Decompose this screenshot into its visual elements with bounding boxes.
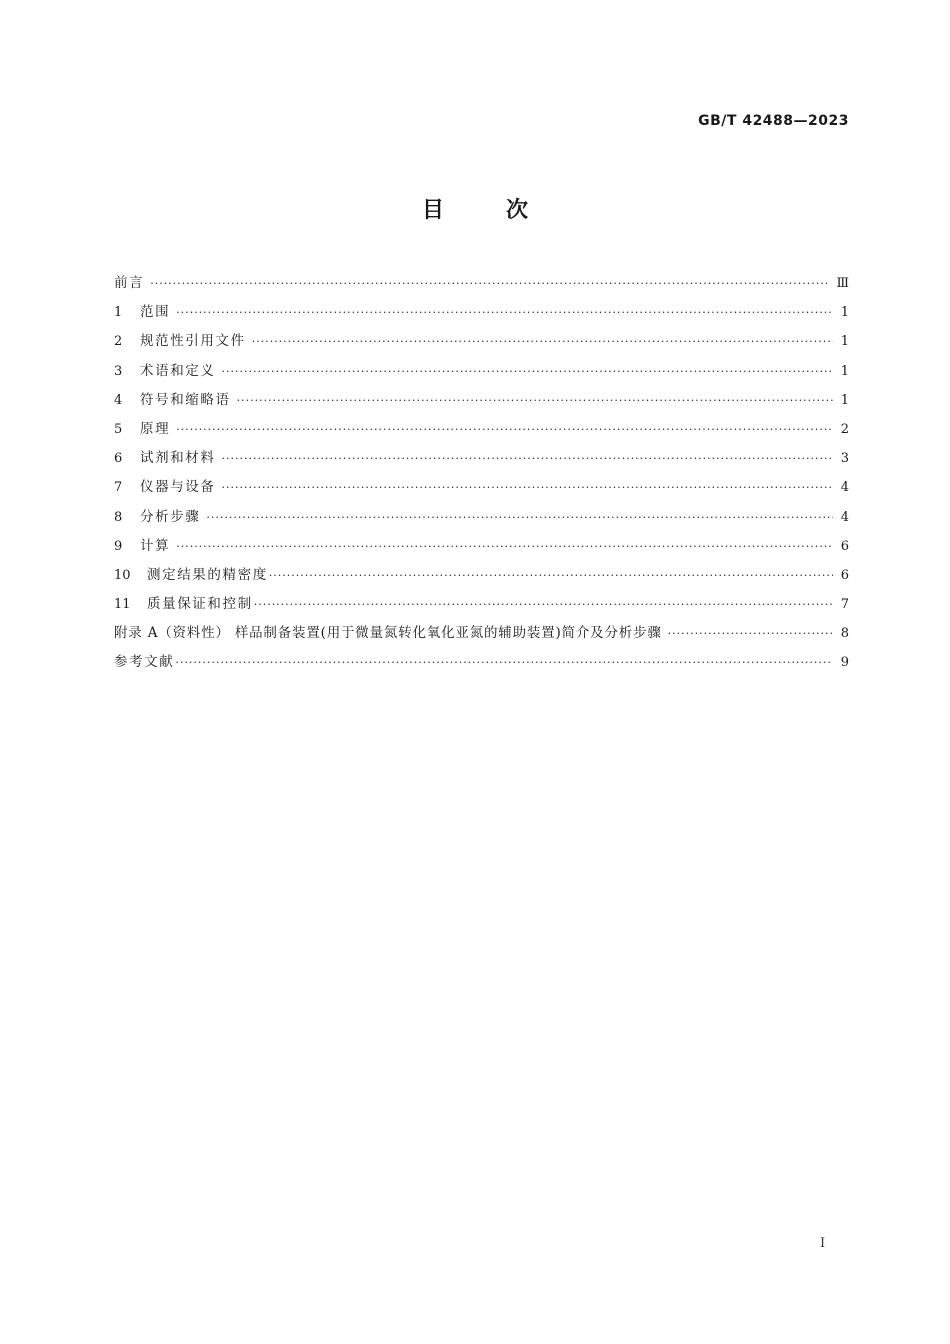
toc-entry-number: 1 [114,305,123,321]
standard-number: GB/T 42488—2023 [698,113,849,129]
toc-entry-page: 1 [840,363,849,379]
toc-entry-page: 4 [840,480,849,496]
toc-entry-11[interactable] [114,590,849,619]
dot-leader [254,590,833,619]
toc-entry-number: 6 [114,451,123,467]
toc-entry-number: 10 [114,567,131,583]
toc-entry-3[interactable] [114,357,849,386]
toc-entry-title: 测定结果的精密度 [147,566,268,583]
dot-leader [176,415,833,444]
toc-entry-number: 3 [114,363,123,379]
toc-entry-page: 7 [840,597,849,613]
toc-entry-title: 原理 [140,420,171,437]
toc-entry-page: Ⅲ [836,276,849,291]
toc-entry-4[interactable] [114,386,849,415]
toc-entry-title: 质量保证和控制 [147,596,253,613]
toc-entry-page: 8 [840,626,849,642]
toc-entry-number: 8 [114,509,123,525]
toc-entry-annex-a[interactable] [114,619,849,648]
toc-entry-number: 7 [114,480,123,496]
dot-leader [206,503,833,532]
toc-entry-page: 1 [840,334,849,350]
toc-entry-page: 3 [840,451,849,467]
toc-entry-title: 术语和定义 [140,362,216,379]
dot-leader [176,298,833,327]
dot-leader [222,473,834,502]
toc-entry-page: 6 [840,538,849,554]
toc-entry-title: 计算 [140,537,171,554]
toc-entry-title: 分析步骤 [140,508,201,525]
toc-entry-page: 4 [840,509,849,525]
page-title-char-1: 目 [421,198,444,223]
toc-entry-title: 规范性引用文件 [140,333,246,350]
toc-entry-6[interactable] [114,444,849,473]
toc-entry-title: 参考文献 [114,654,175,671]
toc-entry-10[interactable] [114,561,849,590]
toc-entry-number: 11 [114,597,131,613]
table-of-contents [114,269,849,678]
toc-entry-number: 5 [114,421,123,437]
dot-leader [237,386,833,415]
toc-entry-page: 6 [840,567,849,583]
toc-entry-page: 1 [840,305,849,321]
dot-leader [150,269,830,298]
toc-entry-8[interactable] [114,503,849,532]
toc-entry-page: 9 [840,655,849,671]
toc-entry-5[interactable] [114,415,849,444]
page-title [0,193,950,224]
dot-leader [176,532,833,561]
dot-leader [252,327,833,356]
dot-leader [668,619,833,648]
toc-entry-foreword[interactable] [114,269,849,298]
toc-entry-page: 2 [840,421,849,437]
toc-entry-number: 4 [114,392,123,408]
toc-entry-page: 1 [840,392,849,408]
toc-entry-title: 仪器与设备 [140,479,216,496]
toc-entry-title: 范围 [140,304,171,321]
toc-entry-number: 9 [114,538,123,554]
dot-leader [222,357,834,386]
toc-entry-7[interactable] [114,473,849,502]
toc-entry-2[interactable] [114,327,849,356]
toc-entry-title: 前言 [114,275,145,291]
dot-leader [175,648,833,677]
toc-entry-1[interactable] [114,298,849,327]
dot-leader [269,561,833,590]
page-title-char-2: 次 [506,198,529,223]
toc-entry-title: 符号和缩略语 [140,391,231,408]
toc-entry-number: 2 [114,334,123,350]
page-folio: I [820,1236,826,1251]
toc-entry-bibliography[interactable] [114,648,849,677]
dot-leader [222,444,834,473]
toc-entry-title: 试剂和材料 [140,450,216,467]
toc-entry-title: 附录 A（资料性） 样品制备装置(用于微量氮转化氧化亚氮的辅助装置)简介及分析步骤 [114,625,662,642]
toc-entry-9[interactable] [114,532,849,561]
